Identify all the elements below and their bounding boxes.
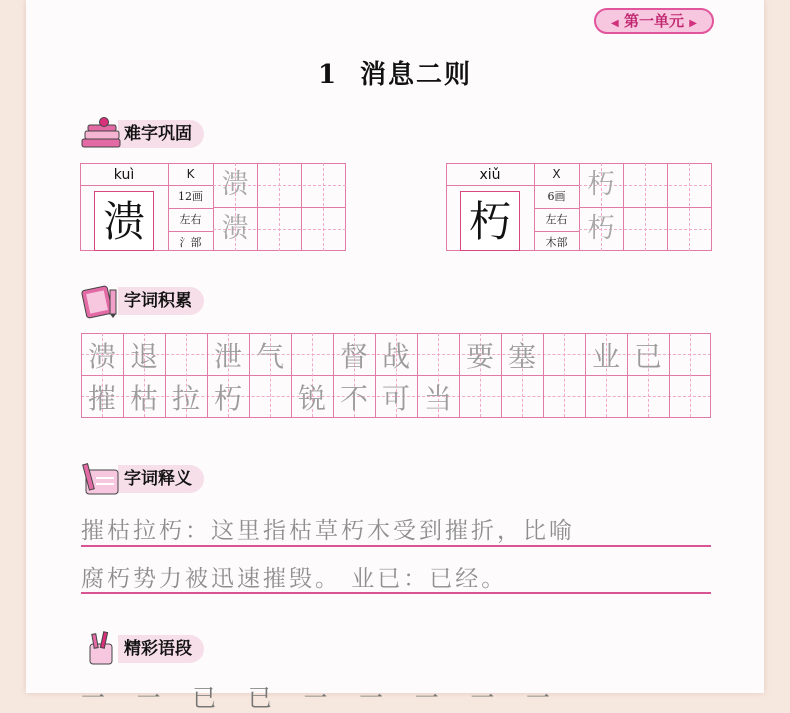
lesson-number: 1 — [317, 60, 339, 90]
word-char: 要 — [465, 340, 494, 373]
word-char: 业 — [591, 340, 620, 373]
word-char: 塞 — [507, 340, 536, 373]
word-char: 已 — [633, 340, 662, 373]
trace-char: 溃 — [221, 213, 249, 244]
word-char: 退 — [129, 340, 158, 373]
section-label: 字词积累 — [118, 287, 204, 315]
underline — [81, 545, 711, 547]
chevron-right-icon: ▶ — [689, 18, 697, 29]
word-char: 摧 — [87, 382, 116, 415]
section-label: 精彩语段 — [118, 635, 204, 663]
underline — [81, 592, 711, 594]
word-char: 可 — [381, 382, 410, 415]
word-char: 锐 — [297, 382, 326, 415]
page-title — [26, 54, 764, 91]
word-char: 督 — [339, 340, 368, 373]
radical: 氵部 — [179, 236, 202, 249]
word-char: 朽 — [213, 382, 242, 415]
books-apple-icon — [80, 117, 124, 151]
pen-cup-icon — [80, 632, 124, 666]
char-info — [168, 163, 213, 251]
word-char: 枯 — [129, 382, 158, 415]
char-info — [534, 163, 579, 251]
explanation-line-2: 腐朽势力被迅速摧毁。 业已：已经。 — [81, 566, 508, 592]
trace-char: 朽 — [587, 169, 615, 200]
unit-tag — [594, 8, 714, 34]
word-char: 气 — [255, 340, 284, 373]
trace-char: 溃 — [221, 169, 249, 200]
word-char: 战 — [381, 340, 410, 373]
section-passages — [80, 632, 204, 666]
section-label: 难字巩固 — [118, 120, 204, 148]
lesson-title: 消息二则 — [360, 60, 473, 90]
section-word-accum — [80, 284, 204, 318]
section-label: 字词释义 — [118, 465, 204, 493]
explanation-line-1: 摧枯拉朽：这里指枯草朽木受到摧折，比喻 — [81, 518, 575, 544]
initial-letter: X — [534, 163, 579, 186]
unit-label: 第一单元 — [623, 12, 684, 30]
structure: 左右 — [168, 209, 213, 232]
word-char: 当 — [423, 382, 452, 415]
word-char: 不 — [339, 382, 368, 415]
textbook-page — [26, 0, 764, 712]
stroke-count: 12画 — [168, 186, 213, 209]
main-char: 溃 — [94, 191, 154, 251]
char-card-kui — [80, 163, 346, 251]
pen-note-icon — [80, 462, 124, 496]
word-char: 溃 — [87, 340, 116, 373]
stroke-count: 6画 — [534, 186, 579, 209]
initial-letter: K — [168, 163, 213, 186]
main-char: 朽 — [460, 191, 520, 251]
chevron-left-icon: ◀ — [611, 18, 619, 29]
word-char: 拉 — [171, 382, 200, 415]
trace-char: 朽 — [587, 213, 615, 244]
pinyin: kuì — [113, 167, 135, 183]
section-hard-chars — [80, 117, 204, 151]
radical: 木部 — [545, 236, 568, 249]
section-word-explain — [80, 462, 204, 496]
structure: 左右 — [534, 209, 579, 232]
notebook-pencil-icon — [80, 284, 124, 318]
pinyin: xiǔ — [479, 167, 501, 183]
char-card-xiu — [446, 163, 712, 251]
passage-text-partial: 一 一 已 已 一 一 一 一 一 — [81, 684, 563, 712]
word-char: 泄 — [213, 340, 242, 373]
